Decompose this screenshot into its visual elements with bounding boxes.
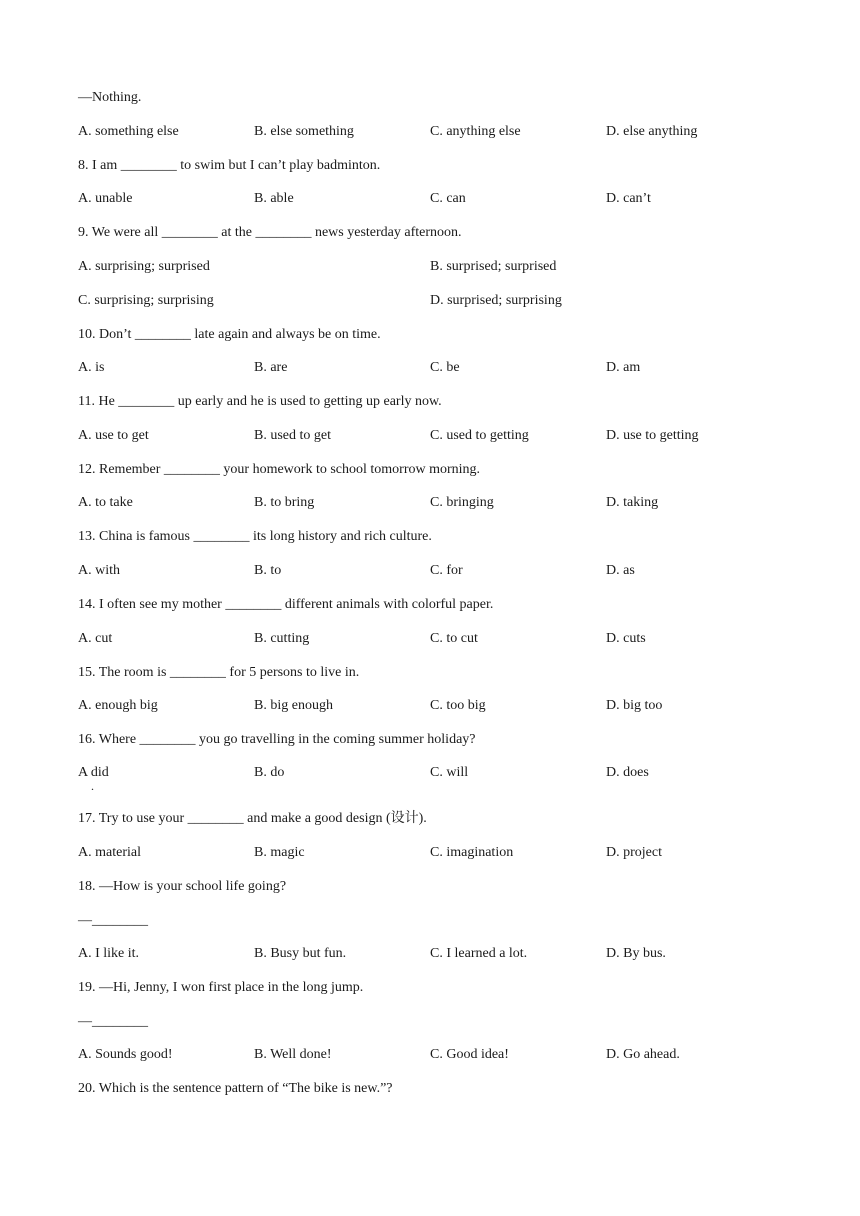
q17-option-a[interactable]: A. material xyxy=(78,845,141,860)
q14-option-c[interactable]: C. to cut xyxy=(430,631,478,646)
q18-stem: 18. —How is your school life going? xyxy=(78,879,287,894)
q11-option-a[interactable]: A. use to get xyxy=(78,428,149,443)
q12-options xyxy=(78,494,798,512)
q13-option-d[interactable]: D. as xyxy=(606,563,635,578)
q12-option-b[interactable]: B. to bring xyxy=(254,495,315,510)
q13-options xyxy=(78,562,798,580)
q10-option-a[interactable]: A. is xyxy=(78,360,105,375)
q9-option-d[interactable]: D. surprised; surprising xyxy=(430,293,562,308)
q15-option-a[interactable]: A. enough big xyxy=(78,698,158,713)
q7-options xyxy=(78,123,798,141)
q19-options xyxy=(78,1046,798,1064)
q9-stem: 9. We were all ________ at the ________ news yesterday afternoon. xyxy=(78,225,462,240)
q18-option-c[interactable]: C. I learned a lot. xyxy=(430,946,528,961)
q7-option-c[interactable]: C. anything else xyxy=(430,124,521,139)
q9-options-row1 xyxy=(78,258,798,276)
q10-option-d[interactable]: D. am xyxy=(606,360,641,375)
q13-option-a[interactable]: A. with xyxy=(78,563,120,578)
q18-option-d[interactable]: D. By bus. xyxy=(606,946,666,961)
q7-option-a[interactable]: A. something else xyxy=(78,124,179,139)
q14-option-b[interactable]: B. cutting xyxy=(254,631,310,646)
q19-answer-line: —________ xyxy=(78,1014,148,1029)
q18-answer-line: —________ xyxy=(78,913,148,928)
q7-option-d[interactable]: D. else anything xyxy=(606,124,698,139)
q14-stem: 14. I often see my mother ________ different animals with colorful paper. xyxy=(78,597,494,612)
q17-option-b[interactable]: B. magic xyxy=(254,845,305,860)
q9-option-c[interactable]: C. surprising; surprising xyxy=(78,293,214,308)
q8-stem: 8. I am ________ to swim but I can’t play badminton. xyxy=(78,158,381,173)
q12-option-d[interactable]: D. taking xyxy=(606,495,659,510)
q9-option-a[interactable]: A. surprising; surprised xyxy=(78,259,210,274)
q11-option-b[interactable]: B. used to get xyxy=(254,428,331,443)
q18-option-a[interactable]: A. I like it. xyxy=(78,946,140,961)
q15-option-d[interactable]: D. big too xyxy=(606,698,663,713)
q11-option-d[interactable]: D. use to getting xyxy=(606,428,699,443)
q19-option-a[interactable]: A. Sounds good! xyxy=(78,1047,173,1062)
q14-options xyxy=(78,630,798,648)
q7-option-b[interactable]: B. else something xyxy=(254,124,354,139)
q11-option-c[interactable]: C. used to getting xyxy=(430,428,529,443)
q10-option-c[interactable]: C. be xyxy=(430,360,460,375)
q9-option-b[interactable]: B. surprised; surprised xyxy=(430,259,557,274)
q16-option-b[interactable]: B. do xyxy=(254,765,285,780)
q8-options xyxy=(78,190,798,208)
q14-option-a[interactable]: A. cut xyxy=(78,631,113,646)
q8-option-d[interactable]: D. can’t xyxy=(606,191,651,206)
q14-option-d[interactable]: D. cuts xyxy=(606,631,646,646)
q18-options xyxy=(78,945,798,963)
q17-stem: 17. Try to use your ________ and make a good design (设计). xyxy=(78,811,427,826)
q8-option-b[interactable]: B. able xyxy=(254,191,294,206)
q16-options xyxy=(78,764,798,793)
q13-stem: 13. China is famous ________ its long history and rich culture. xyxy=(78,529,432,544)
q20-stem: 20. Which is the sentence pattern of “The bike is new.”? xyxy=(78,1081,393,1096)
q12-stem: 12. Remember ________ your homework to school tomorrow morning. xyxy=(78,462,481,477)
q8-option-c[interactable]: C. can xyxy=(430,191,466,206)
q16-option-d[interactable]: D. does xyxy=(606,765,649,780)
q17-option-d[interactable]: D. project xyxy=(606,845,662,860)
q17-options xyxy=(78,844,798,862)
q16-option-a-dot-mark: . xyxy=(91,779,94,793)
q10-options xyxy=(78,359,798,377)
q19-option-d[interactable]: D. Go ahead. xyxy=(606,1047,680,1062)
q16-option-c[interactable]: C. will xyxy=(430,765,469,780)
q15-option-c[interactable]: C. too big xyxy=(430,698,486,713)
q13-option-c[interactable]: C. for xyxy=(430,563,463,578)
q9-options-row2 xyxy=(78,292,798,310)
q17-option-c[interactable]: C. imagination xyxy=(430,845,514,860)
q8-option-a[interactable]: A. unable xyxy=(78,191,133,206)
q11-options xyxy=(78,427,798,445)
q11-stem: 11. He ________ up early and he is used to getting up early now. xyxy=(78,394,442,409)
q19-option-b[interactable]: B. Well done! xyxy=(254,1047,332,1062)
q13-option-b[interactable]: B. to xyxy=(254,563,282,578)
q12-option-a[interactable]: A. to take xyxy=(78,495,133,510)
q15-options xyxy=(78,697,798,715)
q15-stem: 15. The room is ________ for 5 persons to live in. xyxy=(78,665,360,680)
q12-option-c[interactable]: C. bringing xyxy=(430,495,494,510)
q19-stem: 19. —Hi, Jenny, I won first place in the long jump. xyxy=(78,980,364,995)
intro-answer: —Nothing. xyxy=(78,90,142,105)
q10-stem: 10. Don’t ________ late again and always be on time. xyxy=(78,327,381,342)
q10-option-b[interactable]: B. are xyxy=(254,360,288,375)
q15-option-b[interactable]: B. big enough xyxy=(254,698,333,713)
q16-option-a[interactable]: A did xyxy=(78,765,109,780)
q16-stem: 16. Where ________ you go travelling in the coming summer holiday? xyxy=(78,732,476,747)
q18-option-b[interactable]: B. Busy but fun. xyxy=(254,946,347,961)
q19-option-c[interactable]: C. Good idea! xyxy=(430,1047,509,1062)
